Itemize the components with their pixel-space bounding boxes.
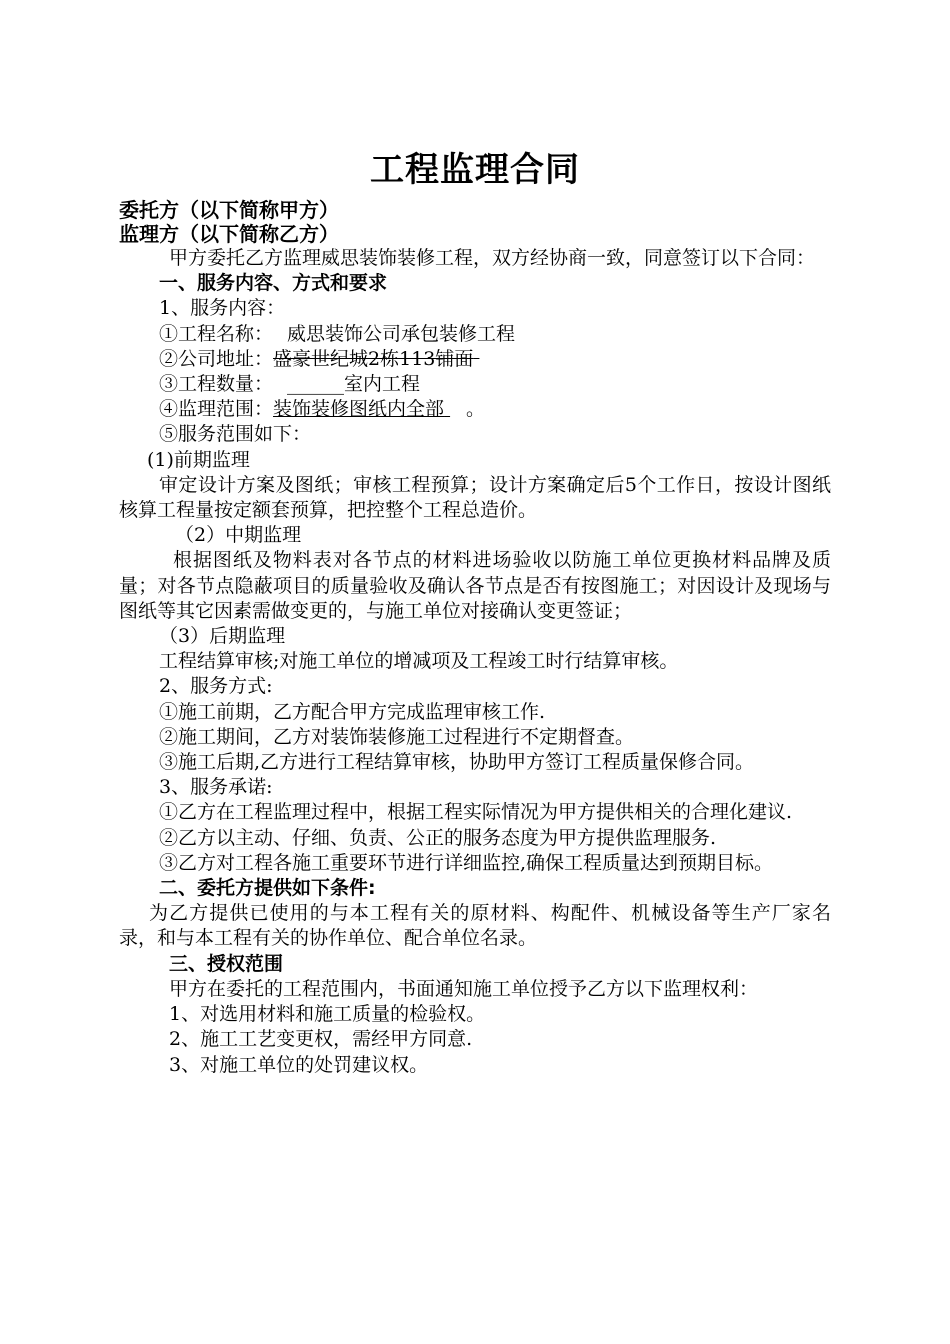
service-mode-3: ③施工后期,乙方进行工程结算审核，协助甲方签订工程质量保修合同。: [159, 751, 755, 774]
authorization-right-2: 2、施工工艺变更权，需经甲方同意.: [169, 1028, 473, 1051]
project-name-label: ①工程名称：: [159, 322, 274, 345]
supervision-scope-line: [119, 397, 831, 422]
project-quantity-blank: ______: [287, 373, 345, 396]
authorization-right-3: 3、对施工单位的处罚建议权。: [169, 1053, 429, 1076]
company-address-label: ②公司地址：: [159, 347, 274, 370]
page-title: 工程监理合同: [370, 150, 580, 190]
service-mode-label: 2、服务方式:: [159, 675, 273, 698]
section1-heading: 一、服务内容、方式和要求: [159, 272, 388, 295]
service-mode-1: ①施工前期，乙方配合甲方完成监理审核工作.: [159, 700, 546, 723]
project-name-value: 威思装饰公司承包装修工程: [287, 322, 516, 345]
phase1-text: 审定设计方案及图纸；审核工程预算；设计方案确定后5个工作日，按设计图纸核算工程量按定额套预算，把控整个工程总造价。: [119, 473, 831, 522]
client-party-line: 委托方（以下简称甲方）: [119, 198, 339, 222]
phase3-text: 工程结算审核;对施工单位的增减项及工程竣工时行结算审核。: [159, 650, 679, 673]
company-address-line: [119, 347, 831, 372]
supervisor-party-line: 监理方（以下简称乙方）: [119, 222, 339, 246]
phase3-title: （3）后期监理: [159, 625, 286, 648]
section2-heading: 二、委托方提供如下条件:: [159, 877, 376, 900]
project-quantity-value: 室内工程: [344, 373, 421, 396]
service-promise-3: ③乙方对工程各施工重要环节进行详细监控,确保工程质量达到预期目标。: [159, 851, 774, 874]
section2-text: 为乙方提供已使用的与本工程有关的原材料、构配件、机械设备等生产厂家名录，和与本工程有关的协作单位、配合单位名录。: [119, 902, 831, 950]
company-address-value: 盛豪世纪城2栋113铺面: [273, 347, 474, 370]
project-quantity-line: [119, 372, 831, 397]
service-promise-1: ①乙方在工程监理过程中，根据工程实际情况为甲方提供相关的合理化建议.: [159, 801, 793, 824]
phase1-title: (1)前期监理: [147, 448, 250, 471]
authorization-right-1: 1、对选用材料和施工质量的检验权。: [169, 1003, 486, 1026]
phase2-text: 根据图纸及物料表对各节点的材料进场验收以防施工单位更换材料品牌及质量；对各节点隐蔽项目的质量验收及确认各节点是否有按图施工；对因设计及现场与图纸等其它因素需做变更的，与施工单位对接确认变更签证；: [119, 549, 831, 622]
service-promise-label: 3、服务承诺:: [159, 776, 273, 799]
service-mode-2: ②施工期间，乙方对装饰装修施工过程进行不定期督查。: [159, 725, 635, 748]
project-quantity-label: ③工程数量：: [159, 373, 274, 396]
section3-heading: 三、授权范围: [169, 952, 284, 975]
contract-body: [119, 246, 831, 1078]
intro-paragraph: 甲方委托乙方监理威思装饰装修工程，双方经协商一致，同意签订以下合同：: [169, 247, 816, 269]
project-name-line: [119, 322, 831, 347]
section3-text: 甲方在委托的工程范围内，书面通知施工单位授予乙方以下监理权利：: [169, 977, 759, 1000]
supervision-scope-value: 装饰装修图纸内全部: [273, 398, 445, 421]
phase2-title: （2）中期监理: [175, 524, 302, 547]
supervision-scope-label: ④监理范围：: [159, 398, 274, 421]
service-scope-line: ⑤服务范围如下：: [159, 423, 312, 446]
service-content-label: 1、服务内容：: [159, 297, 286, 320]
supervision-scope-end: 。: [466, 398, 486, 421]
service-promise-2: ②乙方以主动、仔细、负责、公正的服务态度为甲方提供监理服务.: [159, 826, 717, 849]
